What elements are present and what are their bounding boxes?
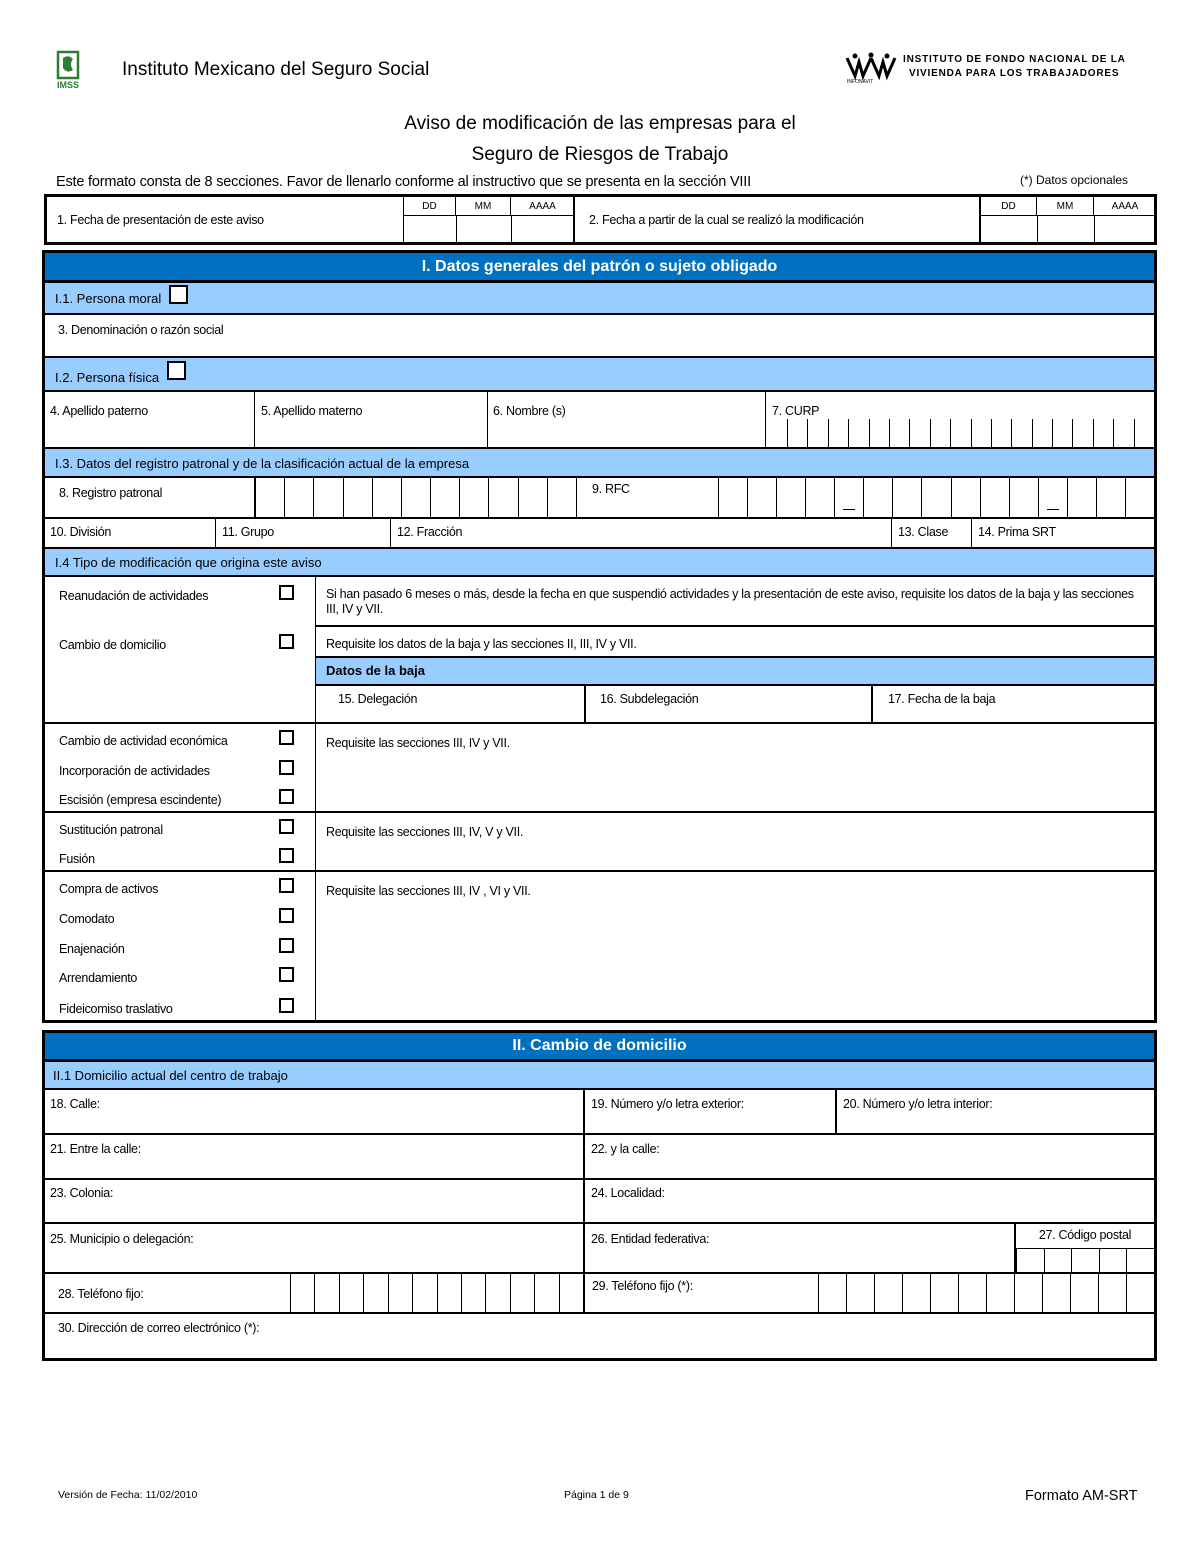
nombre-field[interactable] — [488, 392, 766, 448]
char-box[interactable] — [958, 1274, 987, 1312]
char-box[interactable] — [863, 478, 893, 518]
char-box[interactable] — [255, 478, 285, 518]
char-box[interactable] — [1072, 419, 1093, 448]
y-calle-field[interactable]: 22. y la calle: — [585, 1135, 1154, 1180]
calle-field[interactable]: 18. Calle: — [45, 1090, 585, 1135]
rfc-label: 9. RFC — [592, 482, 630, 496]
domicilio-header: II.1 Domicilio actual del centro de trabajo — [45, 1060, 1154, 1090]
char-box[interactable] — [488, 478, 518, 518]
date-presentacion-input[interactable] — [403, 197, 575, 242]
persona-fisica-row — [45, 356, 1154, 392]
telefono2-boxes[interactable] — [818, 1274, 1154, 1312]
modification-option-checkbox[interactable] — [279, 789, 294, 804]
persona-moral-row — [45, 281, 1154, 315]
char-box[interactable] — [437, 1274, 462, 1312]
registro-patronal-label — [45, 478, 255, 518]
char-box[interactable] — [846, 1274, 875, 1312]
char-box[interactable] — [991, 419, 1012, 448]
clase-field[interactable]: 13. Clase — [892, 519, 972, 548]
char-box[interactable] — [776, 478, 806, 518]
char-box[interactable] — [874, 1274, 903, 1312]
prima-srt-field[interactable]: 14. Prima SRT — [978, 525, 1056, 539]
char-box[interactable] — [518, 478, 548, 518]
char-box[interactable] — [1099, 1249, 1128, 1272]
modification-option-label: Fideicomiso traslativo — [59, 1002, 173, 1016]
nombre-label: 6. Nombre (s) — [493, 404, 566, 418]
char-box[interactable] — [951, 478, 981, 518]
footer-format: Formato AM-SRT — [1025, 1488, 1138, 1504]
baja-header: Datos de la baja — [316, 656, 1154, 686]
char-box[interactable] — [363, 1274, 388, 1312]
persona-moral-label: I.1. Persona moral — [55, 291, 162, 306]
num-ext-field[interactable]: 19. Número y/o letra exterior: — [585, 1090, 837, 1135]
char-box[interactable] — [313, 478, 343, 518]
modification-option-checkbox[interactable] — [279, 967, 294, 982]
req-actividad: Requisite las secciones III, IV y VII. — [326, 736, 510, 750]
char-box[interactable] — [787, 419, 808, 448]
modification-option-checkbox[interactable] — [279, 730, 294, 745]
char-box[interactable] — [559, 1274, 584, 1312]
fraccion-field[interactable]: 12. Fracción — [391, 519, 892, 548]
codigo-postal-label: 27. Código postal — [1016, 1224, 1154, 1249]
char-box[interactable] — [805, 478, 835, 518]
svg-text:INFONAVIT: INFONAVIT — [847, 79, 874, 84]
char-box[interactable] — [430, 478, 460, 518]
char-box[interactable] — [1044, 1249, 1073, 1272]
char-box[interactable] — [339, 1274, 364, 1312]
telefono1-boxes[interactable] — [290, 1274, 583, 1312]
colonia-field[interactable]: 23. Colonia: — [45, 1180, 585, 1224]
char-box[interactable] — [547, 478, 577, 518]
email-field[interactable]: 30. Dirección de correo electrónico (*): — [58, 1321, 260, 1335]
char-box[interactable] — [971, 419, 992, 448]
char-box[interactable] — [388, 1274, 413, 1312]
char-box[interactable] — [1016, 1249, 1045, 1272]
char-box[interactable] — [314, 1274, 339, 1312]
apellido-materno-label: 5. Apellido materno — [261, 404, 363, 418]
char-box[interactable] — [869, 419, 890, 448]
char-box[interactable] — [848, 419, 869, 448]
footer-version: Versión de Fecha: 11/02/2010 — [58, 1489, 198, 1501]
char-box[interactable] — [1070, 1274, 1099, 1312]
char-box[interactable] — [412, 1274, 437, 1312]
modification-option-checkbox[interactable] — [279, 819, 294, 834]
infonavit-logo — [845, 52, 897, 84]
req-reanudacion: Si han pasado 6 meses o más, desde la fecha en que suspendió actividades y la presentación de este aviso, requisite los datos de la baja y las secciones III, IV y VII. — [326, 587, 1134, 616]
municipio-field[interactable]: 25. Municipio o delegación: — [45, 1224, 585, 1274]
modification-option-label: Incorporación de actividades — [59, 764, 210, 778]
dates-box — [44, 194, 1157, 245]
char-box[interactable] — [828, 419, 849, 448]
persona-fisica-checkbox[interactable] — [167, 361, 186, 380]
char-box[interactable] — [1126, 1274, 1155, 1312]
form-title-line1: Aviso de modificación de las empresas para el — [404, 113, 796, 134]
subdelegacion-field[interactable]: 16. Subdelegación — [586, 686, 873, 722]
modification-option-checkbox[interactable] — [279, 848, 294, 863]
section-1-title: I. Datos generales del patrón o sujeto obligado — [45, 253, 1154, 282]
entre-calle-field[interactable]: 21. Entre la calle: — [45, 1135, 585, 1180]
dash-separator — [843, 509, 855, 510]
char-box[interactable] — [1042, 1274, 1071, 1312]
curp-field — [766, 392, 1154, 448]
char-box[interactable] — [921, 478, 951, 518]
infonavit-line2: VIVIENDA PARA LOS TRABAJADORES — [909, 68, 1120, 79]
codigo-postal-boxes[interactable] — [1016, 1249, 1154, 1272]
fecha-baja-field[interactable]: 17. Fecha de la baja — [888, 692, 996, 706]
telefono2-field — [585, 1274, 1154, 1314]
form-title-line2: Seguro de Riesgos de Trabajo — [471, 144, 729, 165]
char-box[interactable] — [1011, 419, 1032, 448]
char-box[interactable] — [834, 478, 864, 518]
entidad-field[interactable]: 26. Entidad federativa: — [585, 1224, 1016, 1274]
aaaa-label: AAAA — [1094, 197, 1156, 216]
char-box[interactable] — [930, 419, 951, 448]
apellido-materno-field[interactable] — [255, 392, 488, 448]
char-box[interactable] — [1052, 419, 1073, 448]
mm-label: MM — [456, 197, 511, 216]
modification-option-label: Escisión (empresa escindente) — [59, 793, 222, 807]
modification-option-label: Cambio de domicilio — [59, 638, 166, 652]
char-box[interactable] — [909, 419, 930, 448]
char-box[interactable] — [1113, 419, 1134, 448]
tipo-header: I.4 Tipo de modificación que origina este aviso — [45, 547, 1154, 577]
char-box[interactable] — [1032, 419, 1053, 448]
date-modificacion-input[interactable] — [979, 197, 1154, 242]
char-box[interactable] — [930, 1274, 959, 1312]
req-domicilio: Requisite los datos de la baja y las secciones II, III, IV y VII. — [326, 637, 637, 651]
char-box[interactable] — [459, 478, 489, 518]
modification-option-label: Fusión — [59, 852, 95, 866]
char-box[interactable] — [1134, 419, 1155, 448]
razon-social-field[interactable] — [45, 315, 1154, 356]
imss-logo — [55, 50, 83, 90]
registro-patronal-text: 8. Registro patronal — [59, 486, 163, 500]
char-box[interactable] — [1014, 1274, 1043, 1312]
registro-header: I.3. Datos del registro patronal y de la clasificación actual de la empresa — [45, 447, 1154, 478]
modification-option-label: Comodato — [59, 912, 115, 926]
telefono1-label: 28. Teléfono fijo: — [58, 1287, 144, 1301]
grupo-field[interactable]: 11. Grupo — [216, 519, 391, 548]
char-box[interactable] — [950, 419, 971, 448]
aaaa-label: AAAA — [511, 197, 574, 216]
imss-name: Instituto Mexicano del Seguro Social — [122, 59, 430, 80]
codigo-postal-field — [1016, 1224, 1154, 1274]
modification-option-label: Reanudación de actividades — [59, 589, 209, 603]
modification-option-checkbox[interactable] — [279, 760, 294, 775]
char-box[interactable] — [1125, 478, 1155, 518]
char-box[interactable] — [290, 1274, 315, 1312]
num-int-field[interactable]: 20. Número y/o letra interior: — [837, 1090, 1154, 1135]
char-box[interactable] — [818, 1274, 847, 1312]
clasificacion-row — [45, 517, 1154, 548]
apellido-paterno-label: 4. Apellido paterno — [50, 404, 148, 418]
curp-label: 7. CURP — [772, 404, 820, 418]
section-2-title: II. Cambio de domicilio — [45, 1033, 1154, 1061]
delegacion-field[interactable]: 15. Delegación — [316, 686, 586, 722]
mm-label: MM — [1037, 197, 1094, 216]
persona-fisica-label: I.2. Persona física — [55, 370, 160, 385]
modification-option-checkbox[interactable] — [279, 938, 294, 953]
char-box[interactable] — [284, 478, 314, 518]
char-box[interactable] — [1071, 1249, 1100, 1272]
modification-option-label: Compra de activos — [59, 882, 159, 896]
optional-note: (*) Datos opcionales — [1020, 173, 1129, 187]
modification-option-label: Arrendamiento — [59, 971, 138, 985]
razon-social-label: 3. Denominación o razón social — [58, 323, 224, 337]
char-box[interactable] — [343, 478, 373, 518]
rfc-boxes[interactable] — [718, 478, 1154, 518]
registro-patronal-boxes[interactable] — [255, 478, 577, 518]
rfc-label-cell — [577, 478, 718, 518]
dd-label: DD — [981, 197, 1037, 216]
modification-option-label: Enajenación — [59, 942, 125, 956]
char-box[interactable] — [372, 478, 402, 518]
char-box[interactable] — [807, 419, 828, 448]
char-box[interactable] — [510, 1274, 535, 1312]
char-box[interactable] — [401, 478, 431, 518]
modification-option-checkbox[interactable] — [279, 585, 294, 600]
char-box[interactable] — [534, 1274, 559, 1312]
char-box[interactable] — [980, 478, 1010, 518]
persona-moral-checkbox[interactable] — [169, 285, 188, 304]
date-presentacion-label: 1. Fecha de presentación de este aviso — [57, 213, 264, 227]
char-box[interactable] — [1126, 1249, 1155, 1272]
dd-label: DD — [404, 197, 456, 216]
localidad-field[interactable]: 24. Localidad: — [585, 1180, 1154, 1224]
char-box[interactable] — [1098, 1274, 1127, 1312]
svg-text:IMSS: IMSS — [57, 80, 80, 90]
char-box[interactable] — [986, 1274, 1015, 1312]
char-box[interactable] — [1093, 419, 1114, 448]
char-box[interactable] — [892, 478, 922, 518]
modification-option-checkbox[interactable] — [279, 878, 294, 893]
date-modificacion-label: 2. Fecha a partir de la cual se realizó la modificación — [589, 213, 864, 227]
modification-option-checkbox[interactable] — [279, 634, 294, 649]
char-box[interactable] — [889, 419, 910, 448]
char-box[interactable] — [485, 1274, 510, 1312]
char-box[interactable] — [1067, 478, 1097, 518]
char-box[interactable] — [461, 1274, 486, 1312]
curp-boxes[interactable] — [787, 419, 1154, 448]
telefono1-field — [45, 1274, 585, 1314]
char-box[interactable] — [1038, 478, 1068, 518]
char-box[interactable] — [747, 478, 777, 518]
modification-option-checkbox[interactable] — [279, 908, 294, 923]
modification-option-label: Sustitución patronal — [59, 823, 163, 837]
char-box[interactable] — [902, 1274, 931, 1312]
modification-option-label: Cambio de actividad económica — [59, 734, 228, 748]
req-sustitucion: Requisite las secciones III, IV, V y VII. — [326, 825, 524, 839]
infonavit-line1: INSTITUTO DE FONDO NACIONAL DE LA — [903, 54, 1126, 65]
apellido-paterno-field[interactable] — [45, 392, 255, 448]
telefono2-label: 29. Teléfono fijo (*): — [592, 1279, 693, 1293]
modification-option-checkbox[interactable] — [279, 998, 294, 1013]
req-compra: Requisite las secciones III, IV , VI y VII. — [326, 884, 531, 898]
intro-text: Este formato consta de 8 secciones. Favor de llenarlo conforme al instructivo que se presenta en la sección VIII — [56, 174, 751, 190]
division-field[interactable]: 10. División — [45, 519, 216, 548]
char-box[interactable] — [1009, 478, 1039, 518]
char-box[interactable] — [1096, 478, 1126, 518]
char-box[interactable] — [718, 478, 748, 518]
dash-separator — [1047, 509, 1059, 510]
footer-page: Página 1 de 9 — [564, 1489, 629, 1501]
